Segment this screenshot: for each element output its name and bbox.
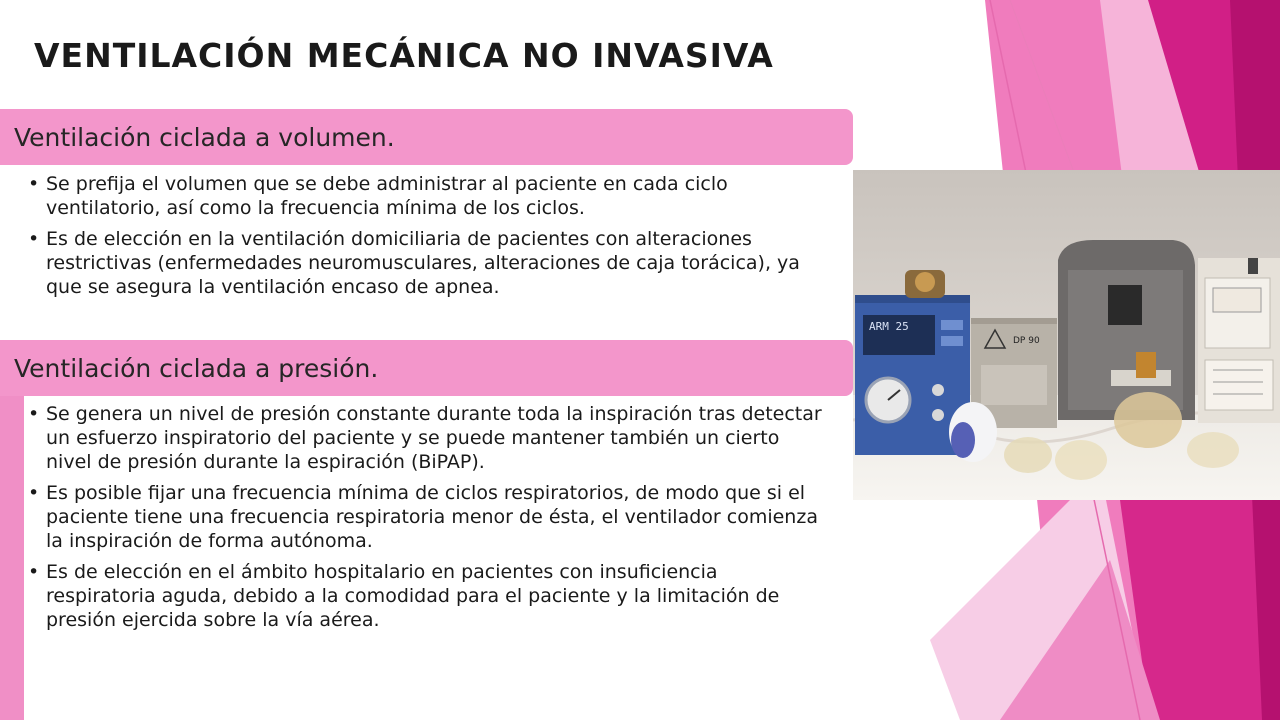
bullet-list-pressure bbox=[28, 402, 828, 639]
humidifier bbox=[905, 270, 945, 298]
section-heading-pressure: Ventilación ciclada a presión. bbox=[0, 340, 853, 396]
bullet-item: • Se prefija el volumen que se debe administrar al paciente en cada ciclo ventilatorio, así como la frecuencia mínima de los ciclos. bbox=[28, 172, 828, 220]
white-ventilator-monitor bbox=[1198, 258, 1280, 423]
bullet-item: • Es de elección en la ventilación domiciliaria de pacientes con alteraciones restrictivas (enfermedades neuromusculares, alteraciones de caja torácica), ya que se asegura la ventilación encaso de apnea. bbox=[28, 227, 828, 299]
ventilators-photo bbox=[853, 170, 1280, 500]
bullet-item: • Es de elección en el ámbito hospitalario en pacientes con insuficiencia respiratoria aguda, debido a la comodidad para el paciente y la limitación de presión ejercida sobre la vía aérea. bbox=[28, 560, 828, 632]
section-heading-volume: Ventilación ciclada a volumen. bbox=[0, 109, 853, 165]
device-label: ARM 25 bbox=[869, 320, 909, 333]
slide-title: VENTILACIÓN MECÁNICA NO INVASIVA bbox=[34, 36, 774, 75]
left-accent-bar bbox=[0, 395, 24, 720]
device-label: DP 90 bbox=[1013, 336, 1040, 346]
portable-ventilator-case bbox=[1058, 240, 1195, 420]
nasal-mask bbox=[949, 402, 997, 462]
bullet-list-volume bbox=[28, 172, 828, 306]
ventilators-illustration bbox=[853, 170, 1280, 500]
bullet-item: • Se genera un nivel de presión constante durante toda la inspiración tras detectar un esfuerzo inspiratorio del paciente y se puede mantener también un cierto nivel de presión durante la espiración (BiPAP). bbox=[28, 402, 828, 474]
bullet-item: • Es posible fijar una frecuencia mínima de ciclos respiratorios, de modo que si el paciente tiene una frecuencia respiratoria menor de ésta, el ventilador comienza la inspiración de forma autónoma. bbox=[28, 481, 828, 553]
